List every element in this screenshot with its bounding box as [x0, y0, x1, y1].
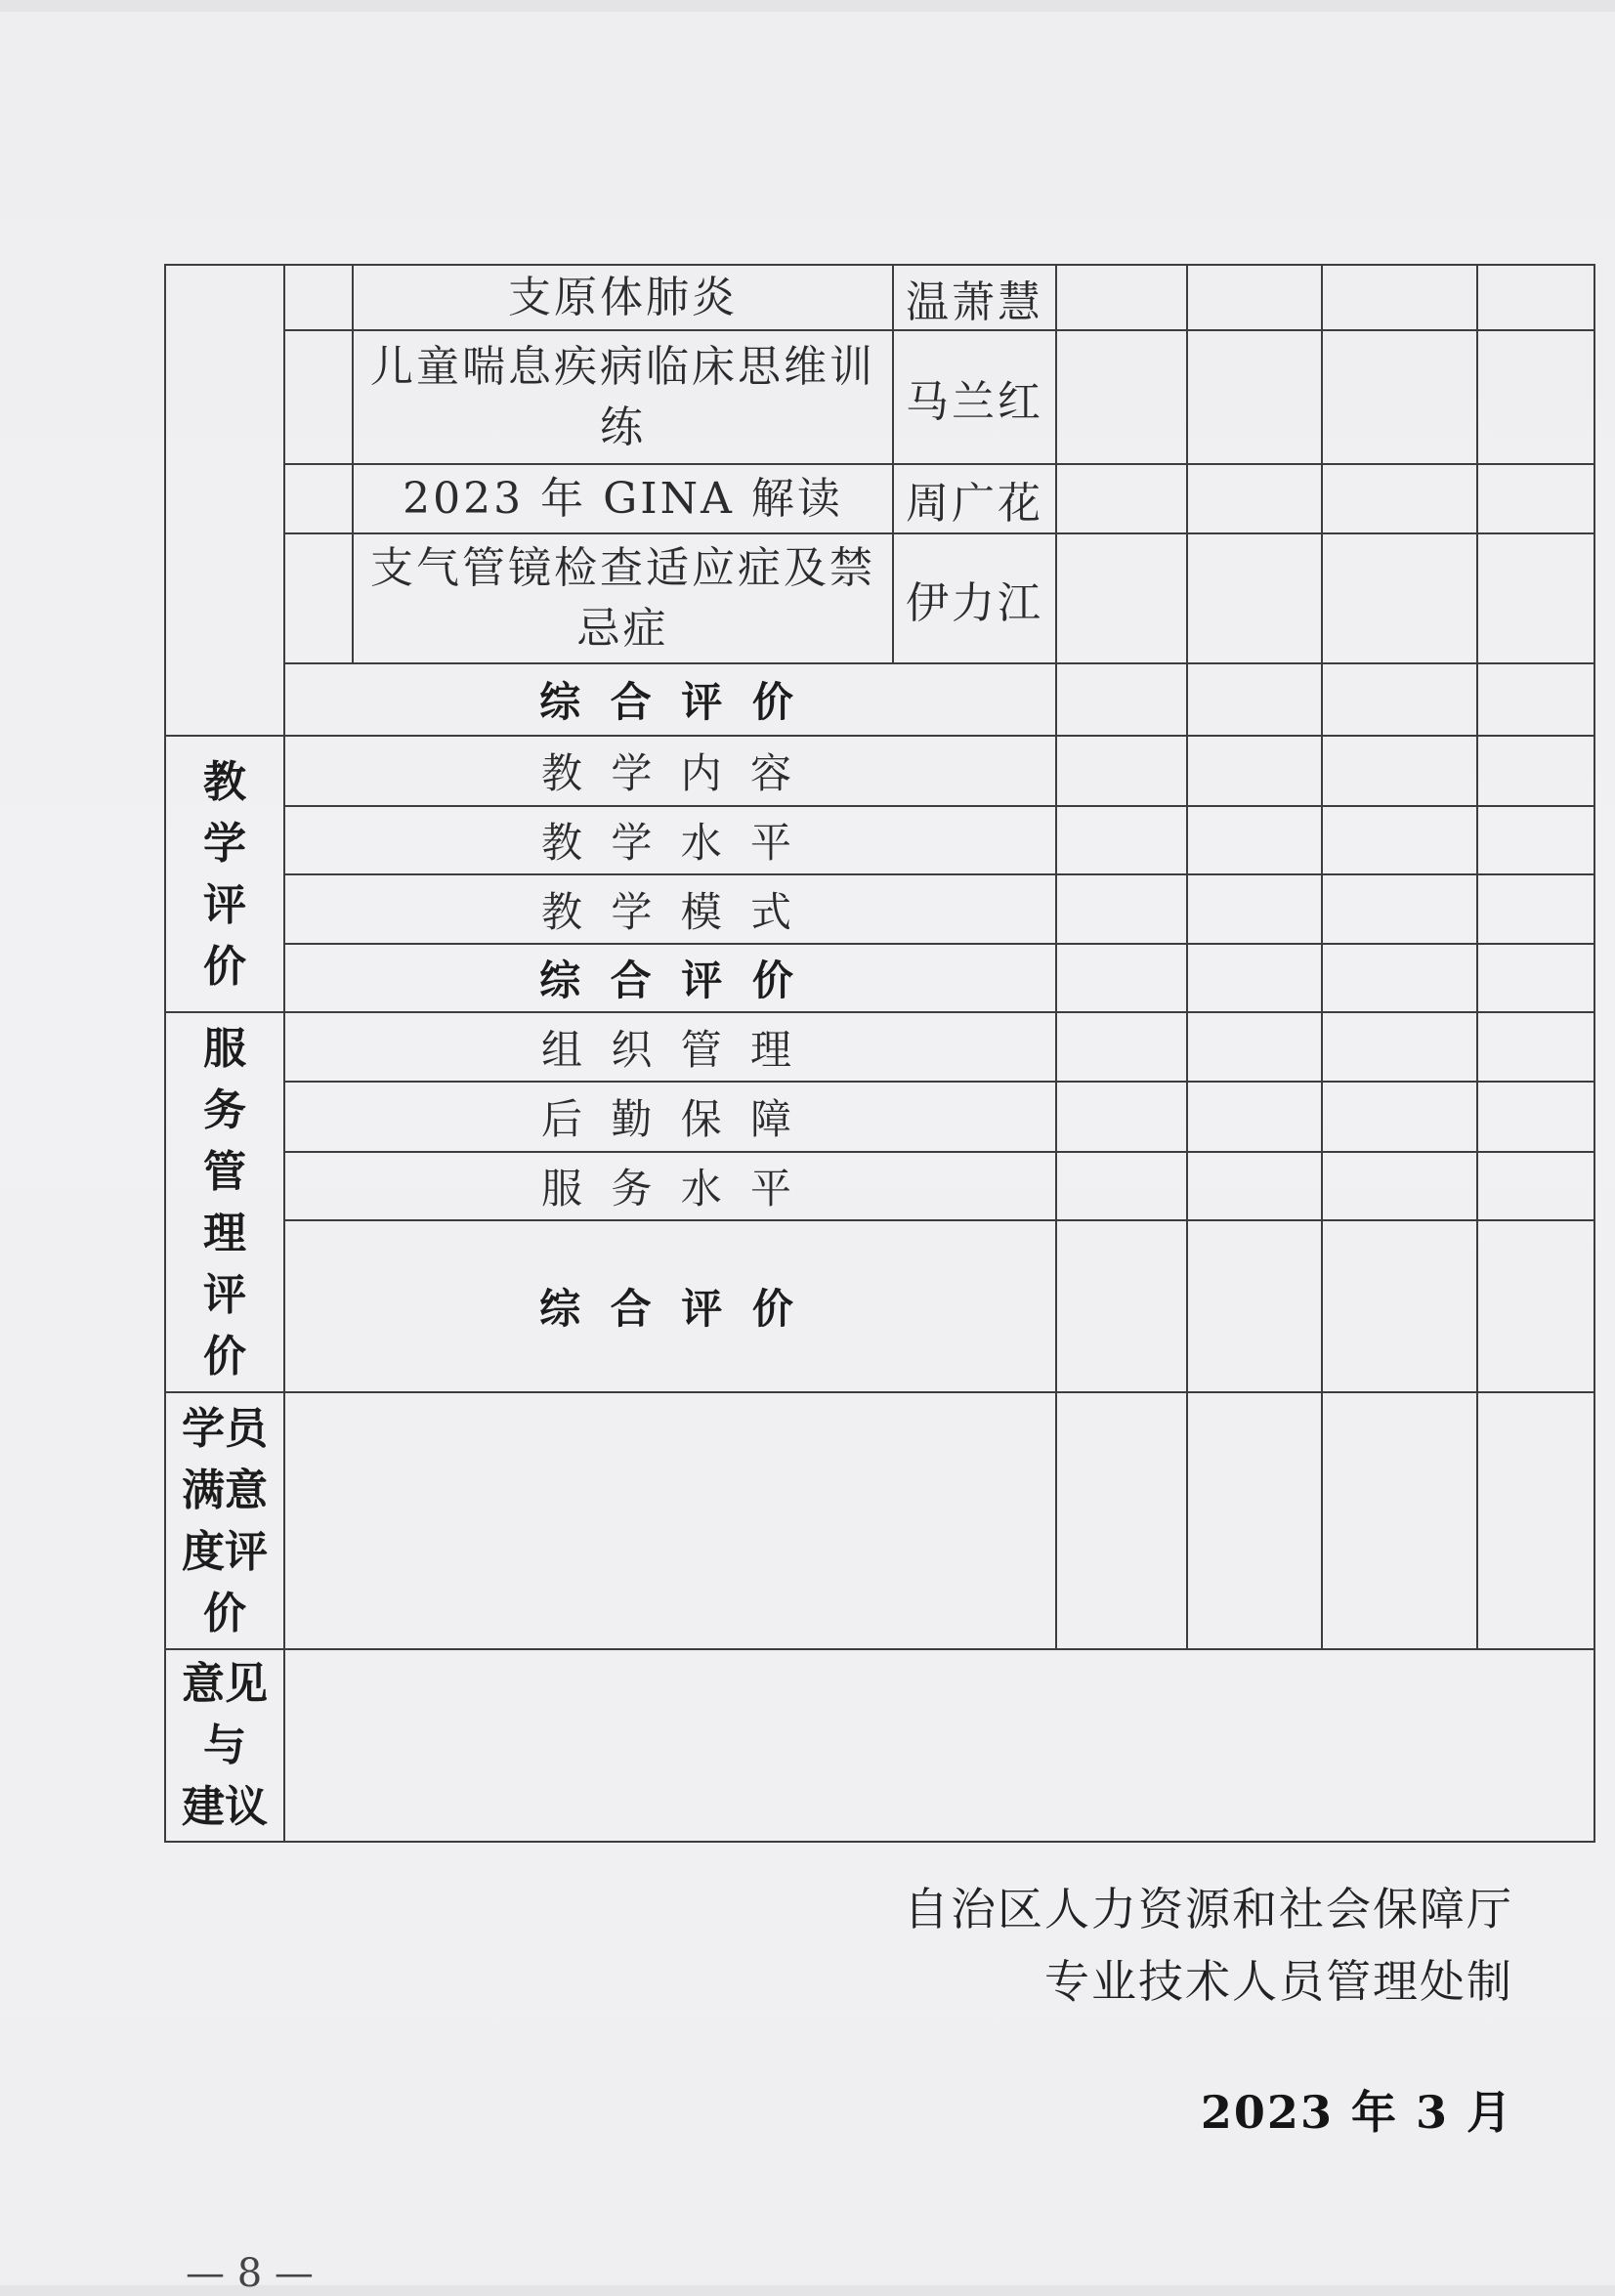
score-cell	[1056, 663, 1187, 736]
feedback-category	[165, 1649, 284, 1842]
course-teacher: 马兰红	[893, 330, 1056, 464]
service-evaluation-category	[165, 1012, 284, 1392]
score-cell	[1322, 663, 1477, 736]
score-cell	[1477, 464, 1594, 533]
service-overall-row	[165, 1220, 1594, 1392]
satisfaction-category	[165, 1392, 284, 1649]
service-overall-label: 综 合 评 价	[284, 1220, 1056, 1392]
score-cell	[1187, 1220, 1322, 1392]
score-cell	[1187, 1392, 1322, 1649]
score-cell	[1056, 874, 1187, 944]
page-number: — 8 —	[186, 2251, 314, 2296]
score-cell	[1477, 874, 1594, 944]
score-cell	[1477, 944, 1594, 1012]
course-row	[165, 330, 1594, 464]
score-cell	[1322, 874, 1477, 944]
service-row	[165, 1152, 1594, 1220]
score-cell	[1187, 533, 1322, 663]
score-cell	[1477, 806, 1594, 874]
category-char: 服	[203, 1023, 246, 1074]
score-cell	[1187, 1012, 1322, 1082]
score-cell	[1056, 736, 1187, 806]
score-cell	[1187, 1152, 1322, 1220]
score-cell	[1322, 330, 1477, 464]
category-line: 学员	[182, 1403, 268, 1454]
teaching-row	[165, 874, 1594, 944]
score-cell	[1056, 1012, 1187, 1082]
category-char: 价	[203, 1331, 246, 1382]
score-cell	[1322, 736, 1477, 806]
score-cell	[1322, 1082, 1477, 1152]
teaching-item-label: 教 学 模 式	[284, 874, 1056, 944]
teaching-overall-label: 综 合 评 价	[284, 944, 1056, 1012]
service-row	[165, 1012, 1594, 1082]
score-cell	[1056, 265, 1187, 330]
score-cell	[1056, 1220, 1187, 1392]
score-cell	[1477, 265, 1594, 330]
index-cell	[284, 265, 353, 330]
score-cell	[1477, 1012, 1594, 1082]
category-line: 价	[203, 1588, 246, 1638]
score-cell	[1477, 736, 1594, 806]
category-char: 评	[203, 879, 246, 930]
category-char: 务	[203, 1084, 246, 1135]
category-line: 与	[203, 1721, 246, 1770]
score-cell	[1056, 944, 1187, 1012]
index-cell	[284, 330, 353, 464]
course-row	[165, 533, 1594, 663]
score-cell	[1477, 330, 1594, 464]
teaching-item-label: 教 学 内 容	[284, 736, 1056, 806]
teaching-row	[165, 806, 1594, 874]
score-cell	[1056, 1152, 1187, 1220]
teaching-evaluation-category	[165, 736, 284, 1012]
score-cell	[1056, 533, 1187, 663]
score-cell	[1477, 1392, 1594, 1649]
index-cell	[284, 533, 353, 663]
course-title: 支原体肺炎	[353, 265, 893, 330]
course-teacher: 周广花	[893, 464, 1056, 533]
score-cell	[1187, 265, 1322, 330]
course-row	[165, 464, 1594, 533]
score-cell	[1187, 944, 1322, 1012]
service-item-label: 后 勤 保 障	[284, 1082, 1056, 1152]
score-cell	[1056, 330, 1187, 464]
score-cell	[1477, 533, 1594, 663]
score-cell	[1322, 1220, 1477, 1392]
score-cell	[1477, 1152, 1594, 1220]
score-cell	[1477, 1082, 1594, 1152]
score-cell	[1187, 1082, 1322, 1152]
score-cell	[1322, 806, 1477, 874]
category-char: 教	[203, 756, 246, 807]
course-title: 支气管镜检查适应症及禁忌症	[353, 533, 893, 663]
score-cell	[1322, 944, 1477, 1012]
score-cell	[1056, 1082, 1187, 1152]
score-cell	[1322, 533, 1477, 663]
score-cell	[1187, 736, 1322, 806]
issue-date: 2023 年 3 月	[1200, 2086, 1513, 2139]
evaluation-table	[164, 264, 1595, 1843]
category-char: 学	[203, 818, 246, 869]
feedback-row	[165, 1649, 1594, 1842]
score-cell	[1322, 464, 1477, 533]
category-line: 满意	[182, 1465, 268, 1515]
course-overall-label: 综 合 评 价	[284, 663, 1056, 736]
feedback-content-cell	[284, 1649, 1594, 1842]
score-cell	[1056, 464, 1187, 533]
score-cell	[1187, 464, 1322, 533]
category-char: 价	[203, 941, 246, 992]
teaching-item-label: 教 学 水 平	[284, 806, 1056, 874]
course-row	[165, 265, 1594, 330]
course-title: 儿童喘息疾病临床思维训练	[353, 330, 893, 464]
category-char: 评	[203, 1269, 246, 1320]
category-line: 意见	[182, 1659, 268, 1709]
service-row	[165, 1082, 1594, 1152]
teaching-overall-row	[165, 944, 1594, 1012]
category-cell-continued	[165, 265, 284, 736]
score-cell	[1477, 663, 1594, 736]
index-cell	[284, 464, 353, 533]
category-char: 管	[203, 1146, 246, 1197]
score-cell	[1322, 1392, 1477, 1649]
score-cell	[1056, 1392, 1187, 1649]
service-item-label: 组 织 管 理	[284, 1012, 1056, 1082]
issuer-name: 自治区人力资源和社会保障厅	[904, 1883, 1513, 1935]
category-line: 建议	[182, 1782, 268, 1832]
course-title: 2023 年 GINA 解读	[353, 464, 893, 533]
score-cell	[1322, 1012, 1477, 1082]
course-overall-row	[165, 663, 1594, 736]
document-page	[0, 12, 1615, 2296]
score-cell	[1056, 806, 1187, 874]
score-cell	[1477, 1220, 1594, 1392]
satisfaction-row	[165, 1392, 1594, 1649]
score-cell	[1187, 663, 1322, 736]
score-cell	[1187, 806, 1322, 874]
issuing-department: 专业技术人员管理处制	[1044, 1955, 1513, 2008]
score-cell	[1322, 1152, 1477, 1220]
category-char: 理	[203, 1208, 246, 1258]
empty-cell	[284, 1392, 1056, 1649]
service-item-label: 服 务 水 平	[284, 1152, 1056, 1220]
score-cell	[1322, 265, 1477, 330]
score-cell	[1187, 330, 1322, 464]
course-teacher: 伊力江	[893, 533, 1056, 663]
score-cell	[1187, 874, 1322, 944]
teaching-row	[165, 736, 1594, 806]
category-line: 度评	[182, 1526, 268, 1577]
course-teacher: 温萧慧	[893, 265, 1056, 330]
